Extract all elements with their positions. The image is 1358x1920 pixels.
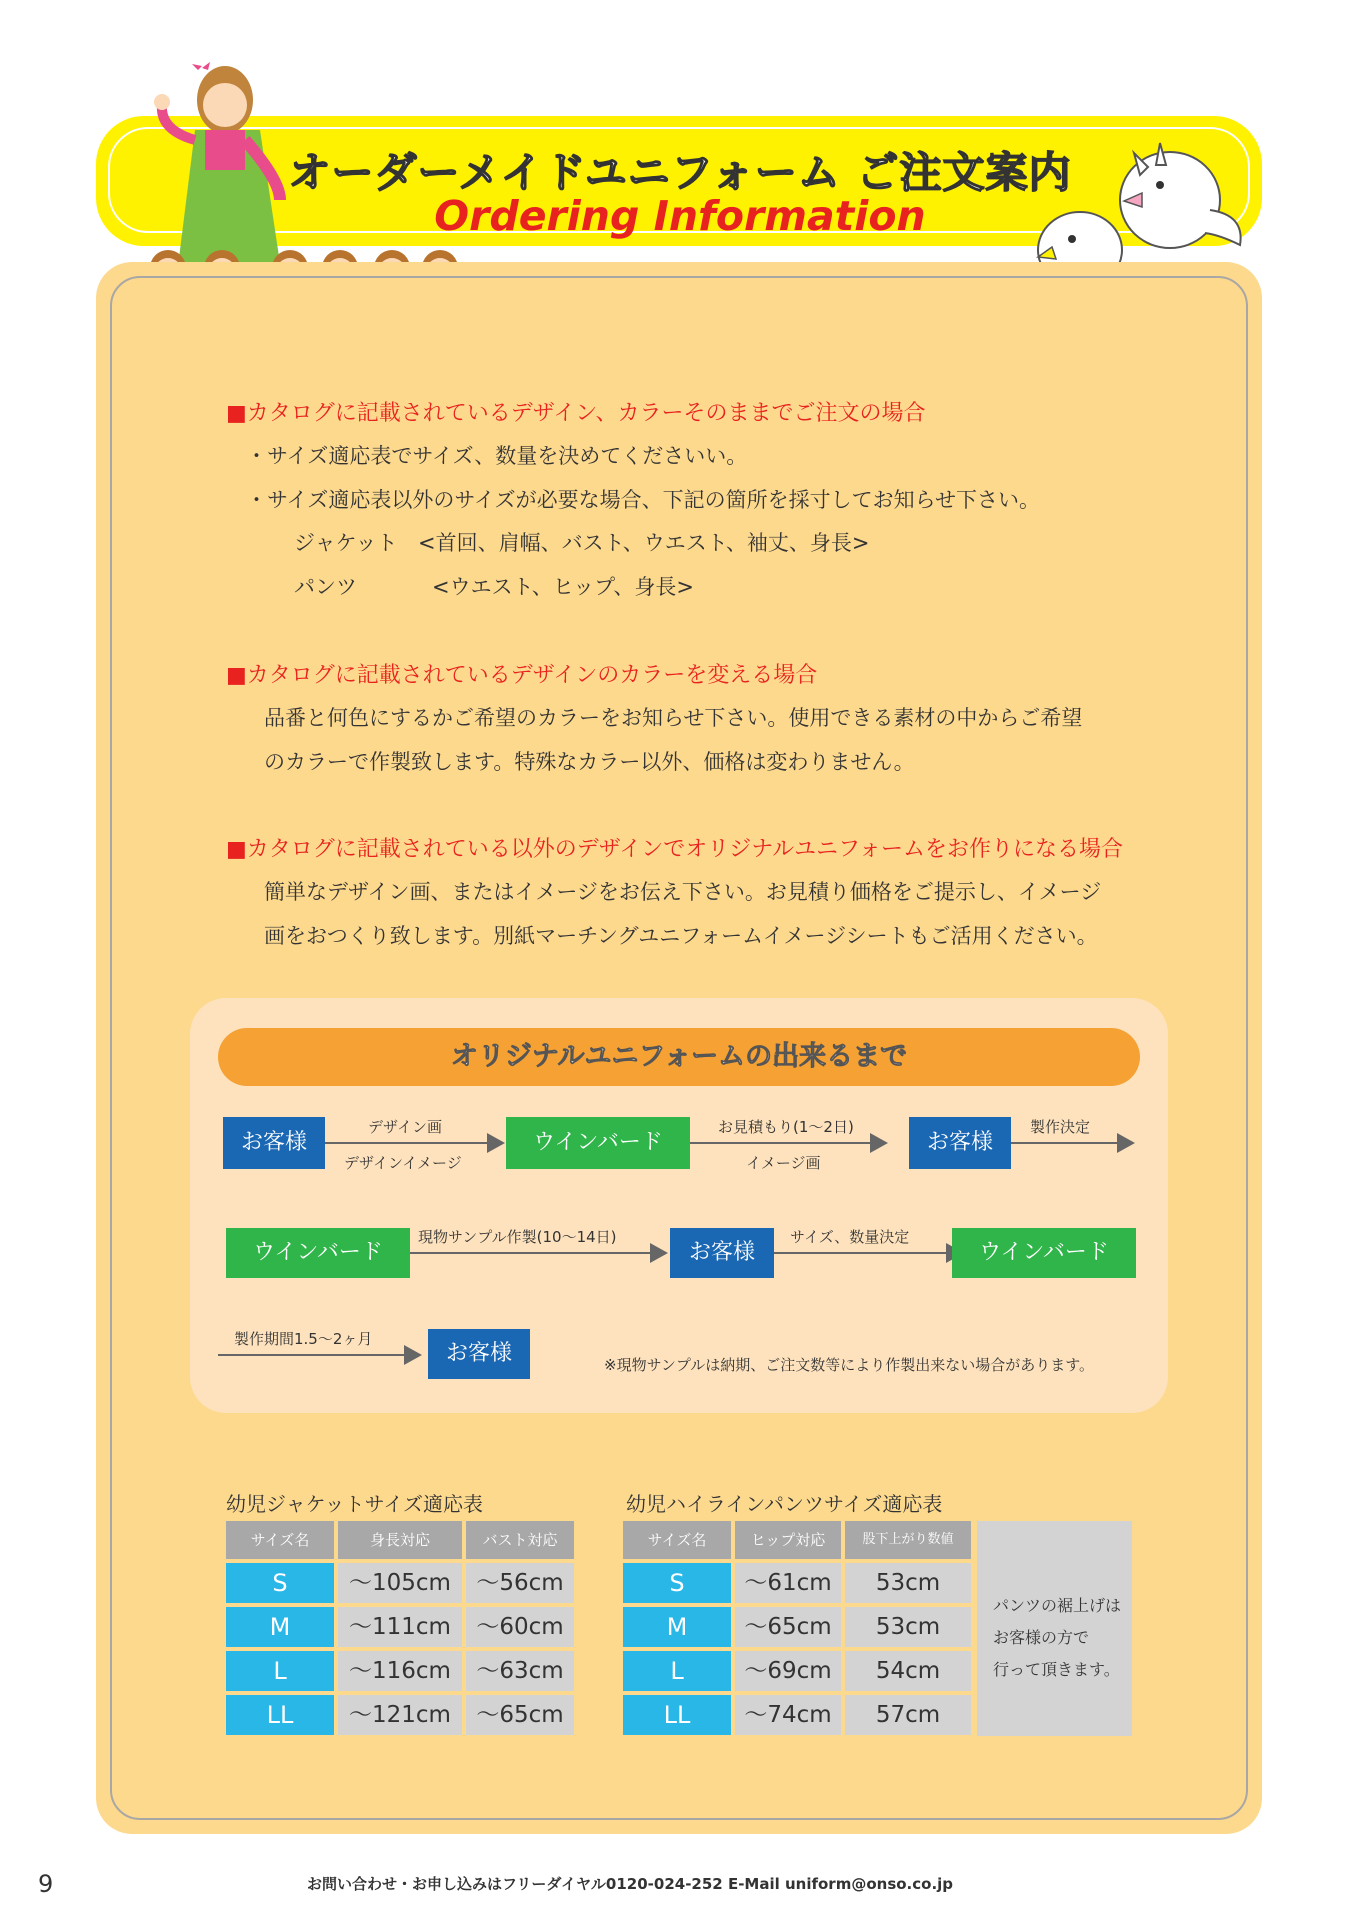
section-text: ・サイズ適応表でサイズ、数量を決めてくださいい。	[246, 444, 748, 468]
arrow-head-icon	[404, 1345, 422, 1365]
table-header: バスト対応	[466, 1521, 574, 1559]
flow-label: 製作期間1.5〜2ヶ月	[234, 1330, 373, 1348]
table-cell: 54cm	[845, 1651, 971, 1691]
pants-table-caption: 幼児ハイラインパンツサイズ適応表	[626, 1492, 943, 1516]
table-cell: 〜60cm	[466, 1607, 574, 1647]
flow-arrow	[774, 1252, 946, 1254]
flow-arrow	[410, 1252, 650, 1254]
section-text: 簡単なデザイン画、またはイメージをお伝え下さい。お見積り価格をご提示し、イメージ	[264, 880, 1102, 904]
table-cell: 〜61cm	[735, 1563, 841, 1603]
page-subtitle: Ordering Information	[434, 192, 926, 240]
table-cell: 〜65cm	[735, 1607, 841, 1647]
table-cell: 〜56cm	[466, 1563, 574, 1603]
table-cell: 〜116cm	[338, 1651, 462, 1691]
jacket-label: ジャケット	[294, 531, 398, 555]
note-line: お客様の方で	[993, 1628, 1090, 1647]
jacket-table-caption: 幼児ジャケットサイズ適応表	[226, 1492, 483, 1516]
pants-hem-note	[977, 1521, 1132, 1736]
flow-label: 現物サンプル作製(10〜14日)	[418, 1228, 617, 1246]
table-cell-size: S	[226, 1563, 334, 1603]
section-text: のカラーで作製致します。特殊なカラー以外、価格は変わりません。	[264, 750, 915, 774]
table-header: 身長対応	[338, 1521, 462, 1559]
flow-box-customer: お客様	[223, 1117, 325, 1169]
arrow-head-icon	[1117, 1133, 1135, 1153]
flow-title: オリジナルユニフォームの出来るまで	[218, 1028, 1140, 1086]
section-heading: ■カタログに記載されているデザイン、カラーそのままでご注文の場合	[226, 401, 926, 426]
table-cell-size: LL	[226, 1695, 334, 1735]
flow-label: デザインイメージ	[344, 1154, 462, 1172]
table-cell-size: LL	[623, 1695, 731, 1735]
bullet-square-icon: ■	[226, 401, 247, 426]
flow-box-customer: お客様	[909, 1117, 1011, 1169]
table-cell: 〜65cm	[466, 1695, 574, 1735]
flow-label: お見積もり(1〜2日)	[718, 1118, 854, 1136]
flow-box-winbird: ウインバード	[226, 1228, 410, 1278]
section-text: 画をおつくり致します。別紙マーチングユニフォームイメージシートもご活用ください。	[264, 924, 1098, 948]
flow-note: ※現物サンプルは納期、ご注文数等により作製出来ない場合があります。	[604, 1356, 1095, 1374]
flow-box-winbird: ウインバード	[506, 1117, 690, 1169]
table-cell-size: S	[623, 1563, 731, 1603]
bullet-square-icon: ■	[226, 663, 247, 688]
jacket-measure-items: <首回、肩幅、バスト、ウエスト、袖丈、身長>	[418, 531, 870, 555]
table-cell: 〜121cm	[338, 1695, 462, 1735]
section-text: ・サイズ適応表以外のサイズが必要な場合、下記の箇所を採寸してお知らせ下さい。	[246, 488, 1041, 512]
flow-arrow	[325, 1142, 487, 1144]
table-cell-size: L	[623, 1651, 731, 1691]
page-title: オーダーメイドユニフォーム ご注文案内	[288, 148, 1072, 197]
flow-arrow	[1011, 1142, 1117, 1144]
table-cell-size: M	[623, 1607, 731, 1647]
flow-arrow	[218, 1354, 404, 1356]
flow-box-customer: お客様	[428, 1329, 530, 1379]
page-number: 9	[38, 1870, 54, 1898]
arrow-head-icon	[487, 1133, 505, 1153]
flow-label: イメージ画	[746, 1154, 821, 1172]
table-cell: 〜105cm	[338, 1563, 462, 1603]
table-cell: 〜69cm	[735, 1651, 841, 1691]
arrow-head-icon	[650, 1243, 668, 1263]
table-header: サイズ名	[623, 1521, 731, 1559]
flow-label: デザイン画	[368, 1118, 442, 1136]
section-text: 品番と何色にするかご希望のカラーをお知らせ下さい。使用できる素材の中からご希望	[264, 706, 1083, 730]
table-cell: 57cm	[845, 1695, 971, 1735]
section-heading: ■カタログに記載されている以外のデザインでオリジナルユニフォームをお作りになる場合	[226, 837, 1124, 862]
table-cell: 〜63cm	[466, 1651, 574, 1691]
table-cell-size: L	[226, 1651, 334, 1691]
table-header: ヒップ対応	[735, 1521, 841, 1559]
pants-label: パンツ	[294, 575, 357, 599]
arrow-head-icon	[870, 1133, 888, 1153]
footer-contact: お問い合わせ・お申し込みはフリーダイヤル0120-024-252 E-Mail uniform@onso.co.jp	[306, 1875, 954, 1893]
table-cell: 53cm	[845, 1607, 971, 1647]
table-cell: 〜74cm	[735, 1695, 841, 1735]
table-cell-size: M	[226, 1607, 334, 1647]
bullet-square-icon: ■	[226, 837, 247, 862]
table-header: サイズ名	[226, 1521, 334, 1559]
flow-arrow	[690, 1142, 870, 1144]
flow-box-winbird: ウインバード	[952, 1228, 1136, 1278]
table-header: 股下上がり数値	[845, 1521, 971, 1559]
section-heading: ■カタログに記載されているデザインのカラーを変える場合	[226, 663, 818, 688]
table-cell: 〜111cm	[338, 1607, 462, 1647]
flow-label: 製作決定	[1030, 1118, 1091, 1136]
flow-label: サイズ、数量決定	[790, 1228, 910, 1246]
flow-box-customer: お客様	[670, 1228, 774, 1278]
pants-measure-items: <ウエスト、ヒップ、身長>	[432, 575, 694, 599]
note-line: パンツの裾上げは	[993, 1596, 1122, 1615]
table-cell: 53cm	[845, 1563, 971, 1603]
note-line: 行って頂きます。	[993, 1660, 1120, 1679]
